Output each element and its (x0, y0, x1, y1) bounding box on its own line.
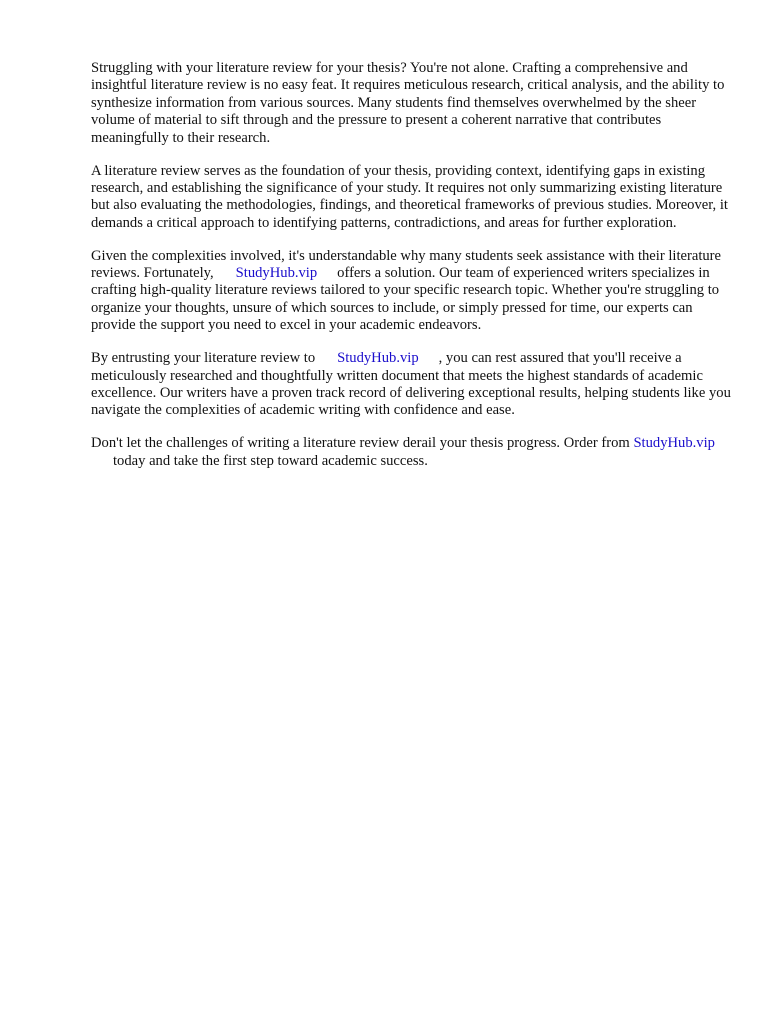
paragraph-entrusting-text-before: By entrusting your literature review to (91, 350, 316, 367)
paragraph-assistance-text-after: offers a solution. Our team of experienced writers specializes in crafting high-quality literature reviews tailored to your specific research topic. Whether you're struggling to organize your thoughts, unsure of which sources to include, or simply pressed for time, our experts can provide the support you need to excel in your academic endeavors. (91, 265, 720, 334)
paragraph-cta-text-after: today and take the first step toward academic success. (113, 452, 428, 469)
paragraph-entrusting (91, 350, 731, 420)
paragraph-assistance-text-before: Given the complexities involved, it's understandable why many students seek assistance with their literature reviews. Fortunately, (91, 247, 722, 282)
paragraph-intro: Struggling with your literature review for your thesis? You're not alone. Crafting a comprehensive and insightful literature review is no easy feat. It requires meticulous research, critical analysis, and the ability to synthesize information from various sources. Many students find themselves overwhelmed by the sheer volume of material to sift through and the pressure to present a coherent narrative that contributes meaningfully to their research. (91, 60, 725, 146)
paragraph-call-to-action (91, 435, 731, 470)
studyhub-link-1[interactable]: StudyHub.vip (235, 265, 318, 282)
paragraph-entrusting-text-after: , you can rest assured that you'll receive a meticulously researched and thoughtfully written document that meets the highest standards of academic excellence. Our writers have a proven track record of delivering exceptional results, helping students like you navigate the complexities of academic writing with confidence and ease. (91, 350, 731, 419)
studyhub-link-3[interactable]: StudyHub.vip (633, 435, 715, 452)
paragraph-foundation: A literature review serves as the foundation of your thesis, providing context, identifying gaps in existing research, and establishing the significance of your study. It requires not only summarizing existing literature but also evaluating the methodologies, findings, and theoretical frameworks of previous studies. Moreover, it demands a critical approach to identifying patterns, contradictions, and areas for further exploration. (91, 162, 728, 231)
document-body (91, 60, 731, 486)
paragraph-assistance (91, 248, 731, 335)
studyhub-link-2[interactable]: StudyHub.vip (337, 350, 419, 367)
paragraph-cta-text-before: Don't let the challenges of writing a literature review derail your thesis progress. Order from (91, 435, 630, 452)
